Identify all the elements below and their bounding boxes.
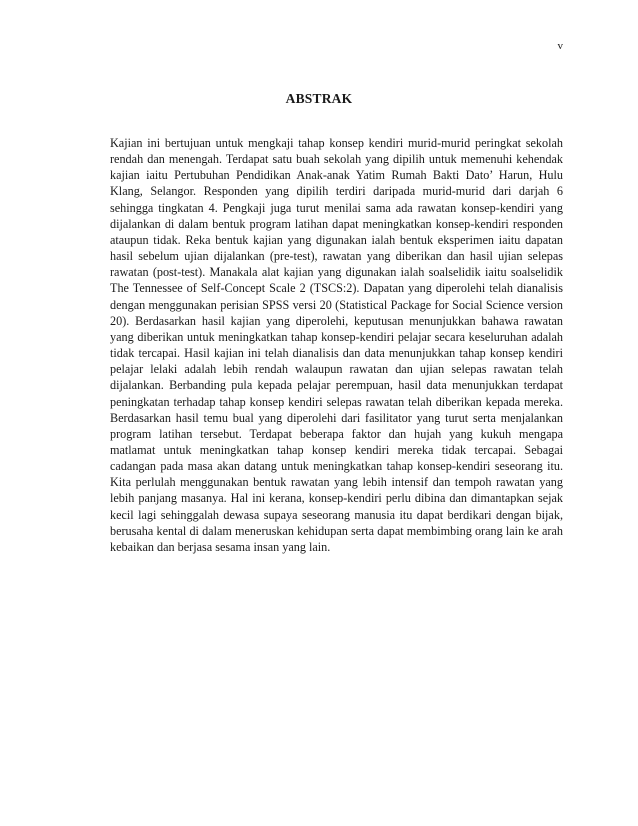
page-number: v (557, 40, 563, 52)
abstract-paragraph: Kajian ini bertujuan untuk mengkaji tahap konsep kendiri murid-murid peringkat sekolah rendah dan menengah. Terdapat satu buah sekolah yang dipilih untuk memenuhi kehendak kajian iaitu Pertubuhan Pendidikan Anak-anak Yatim Rumah Bakti Dato’ Harun, Hulu Klang, Selangor. Responden yang dipilih terdiri daripada murid-murid dari darjah 6 sehingga tingkatan 4. Pengkaji juga turut menilai sama ada rawatan konsep-kendiri yang dijalankan di dalam bentuk program latihan dapat meningkatkan konsep-kendiri responden ataupun tidak. Reka bentuk kajian yang digunakan ialah bentuk eksperimen iaitu dapatan hasil sebelum ujian dijalankan (pre-test), rawatan yang diberikan dan hasil ujian selepas rawatan (post-test). Manakala alat kajian yang digunakan ialah soalselidik iaitu soalselidik The Tennessee of Self-Concept Scale 2 (TSCS:2). Dapatan yang diperolehi telah dianalisis dengan menggunakan perisian SPSS versi 20 (Statistical Package for Social Science version 20). Berdasarkan hasil kajian yang diperolehi, keputusan menunjukkan bahawa rawatan yang diberikan untuk meningkatkan tahap konsep-kendiri pelajar secara keseluruhan adalah tidak tercapai. Hasil kajian ini telah dianalisis dan data menunjukkan tahap konsep kendiri pelajar lelaki adalah lebih rendah walaupun rawatan dan ujian selepas rawatan telah dijalankan. Berbanding pula kepada pelajar perempuan, hasil data menunjukkan terdapat peningkatan terhadap tahap konsep kendiri selepas rawatan telah diberikan kepada mereka. Berdasarkan hasil temu bual yang diperolehi dari fasilitator yang turut serta menjalankan program latihan tersebut. Terdapat beberapa faktor dan hujah yang kukuh mengapa matlamat untuk meningkatkan tahap konsep kendiri mereka tidak tercapai. Sebagai cadangan pada masa akan datang untuk meningkatkan tahap konsep-kendiri seseorang itu. Kita perlulah menggunakan bentuk rawatan yang lebih intensif dan tempoh rawatan yang lebih panjang masanya. Hal ini kerana, konsep-kendiri perlu dibina dan dimantapkan sejak kecil lagi sehinggalah dewasa supaya seseorang manusia itu dapat berdikari dengan bijak, berusaha kental di dalam meneruskan kehidupan serta dapat membimbing orang lain ke arah kebaikan dan berjasa sesama insan yang lain. (110, 136, 563, 554)
page-title: ABSTRAK (285, 91, 353, 106)
